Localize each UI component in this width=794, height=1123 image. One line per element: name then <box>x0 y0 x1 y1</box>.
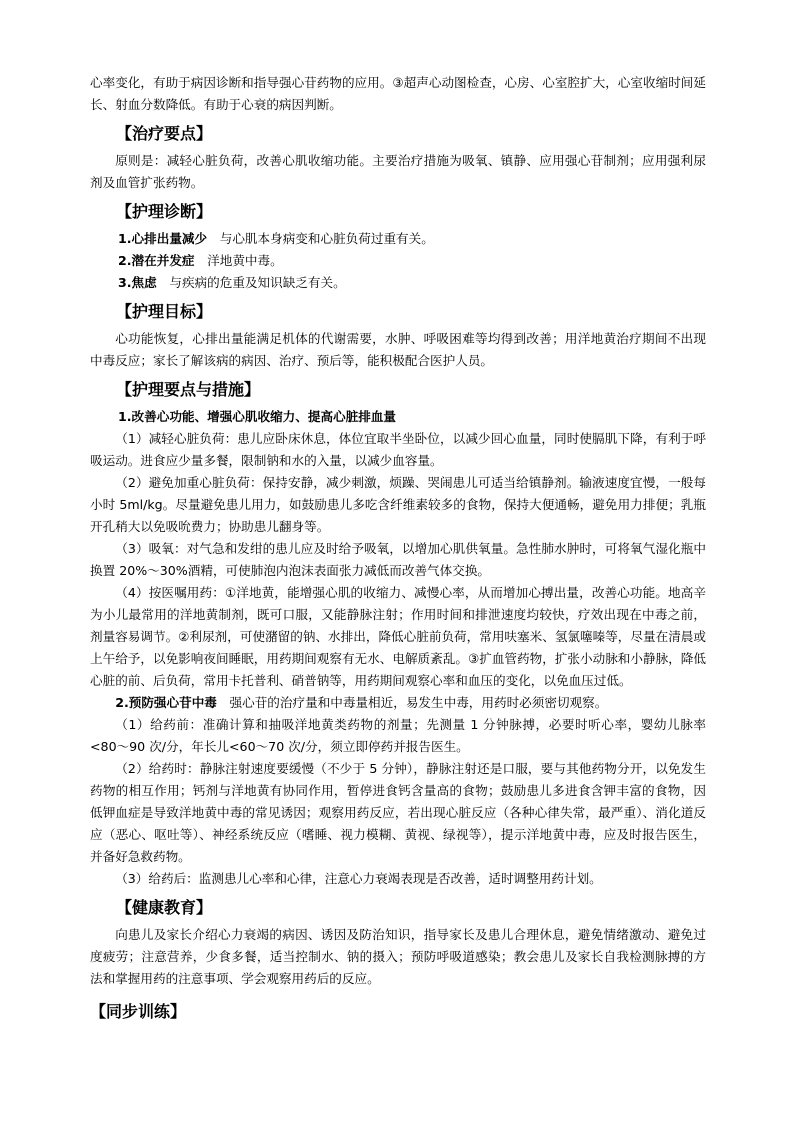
measure-paragraph: （1）减轻心脏负荷：患儿应卧床休息，体位宜取半坐卧位，以减少回心血量，同时使膈肌下降，有利于呼吸运动。进食应少量多餐，限制钠和水的入量，以减少血容量。 <box>90 431 706 468</box>
measure-paragraph: （1）给药前：准确计算和抽吸洋地黄类药物的剂量；先测量 1 分钟脉搏，必要时听心率，婴幼儿脉率<80～90 次/分，年长儿<60～70 次/分，须立即停药并报告医生。 <box>90 717 706 754</box>
heading-goals: 【护理目标】 <box>116 302 213 321</box>
diagnosis-text: 洋地黄中毒。 <box>194 253 283 268</box>
diagnosis-term: 2.潜在并发症 <box>118 253 195 268</box>
intro-paragraph: 心率变化，有助于病因诊断和指导强心苷药物的应用。③超声心动图检查，心房、心室腔扩大，心室收缩时间延长、射血分数降低。有助于心衰的病因判断。 <box>90 75 706 112</box>
measure-paragraph: （2）给药时：静脉注射速度要缓慢（不少于 5 分钟），静脉注射还是口服，要与其他药物分开，以免发生药物的相互作用；钙剂与洋地黄有协同作用，暂停进食钙含量高的食物；鼓励患儿多进食含钾丰富的食物，因低钾血症是导致洋地黄中毒的常见诱因；观察用药反应，若出现心脏反应（各种心律失常，最严重）、消化道反应（恶心、呕吐等）、神经系统反应（嗜睡、视力模糊、黄视、绿视等），提示洋地黄中毒，应及时报告医生，并备好急救药物。 <box>90 761 706 864</box>
diagnosis-item <box>90 250 706 272</box>
measures-subtitle-1-text: 1.改善心功能、增强心肌收缩力、提高心脏排血量 <box>118 409 397 424</box>
diagnosis-term: 3.焦虑 <box>118 275 157 290</box>
measure-paragraph: （3）吸氧：对气急和发绀的患儿应及时给予吸氧，以增加心肌供氧量。急性肺水肿时，可将氧气湿化瓶中换置 20%～30%酒精，可使肺泡内泡沫表面张力减低而改善气体交换。 <box>90 541 706 578</box>
heading-diagnosis: 【护理诊断】 <box>116 202 213 221</box>
diagnosis-term: 1.心排出量减少 <box>118 231 208 246</box>
measures-subtitle-2-text: 2.预防强心苷中毒 <box>115 695 217 710</box>
measures-subtitle-2 <box>90 692 706 714</box>
diagnosis-item <box>90 228 706 250</box>
heading-practice: 【同步训练】 <box>90 1002 187 1021</box>
measures-subtitle-1 <box>90 406 706 428</box>
heading-treatment: 【治疗要点】 <box>116 124 213 143</box>
health-education-paragraph: 向患儿及家长介绍心力衰竭的病因、诱因及防治知识，指导家长及患儿合理休息，避免情绪激动、避免过度疲劳；注意营养，少食多餐，适当控制水、钠的摄入；预防呼吸道感染；教会患儿及家长自我检测脉搏的方法和掌握用药的注意事项、学会观察用药后的反应。 <box>90 927 706 986</box>
measure-paragraph: （4）按医嘱用药：①洋地黄，能增强心肌的收缩力、减慢心率，从而增加心搏出量，改善心功能。地高辛为小儿最常用的洋地黄制剂，既可口服，又能静脉注射；作用时间和排泄速度均较快，疗效出现在中毒之前，剂量容易调节。②利尿剂，可使潴留的钠、水排出，降低心脏前负荷，常用呋塞米、氢氯噻嗪等，尽量在清晨或上午给予，以免影响夜间睡眠，用药期间观察有无水、电解质紊乱。③扩血管药物，扩张小动脉和小静脉，降低心脏的前、后负荷，常用卡托普利、硝普钠等，用药期间观察心率和血压的变化，以免血压过低。 <box>90 585 706 688</box>
diagnosis-text: 与心肌本身病变和心脏负荷过重有关。 <box>207 231 434 246</box>
measure-paragraph: （2）避免加重心脏负荷：保持安静，减少刺激，烦躁、哭闹患儿可适当给镇静剂。输液速度宜慢，一般每小时 5ml/kg。尽量避免患儿用力，如鼓励患儿多吃含纤维素较多的食物，保持大便通畅，避免用力排便；乳瓶开孔稍大以免吸吮费力；协助患儿翻身等。 <box>90 475 706 534</box>
goals-paragraph: 心功能恢复，心排出量能满足机体的代谢需要，水肿、呼吸困难等均得到改善；用洋地黄治疗期间不出现中毒反应；家长了解该病的病因、治疗、预后等，能积极配合医护人员。 <box>90 331 706 368</box>
heading-health-education: 【健康教育】 <box>116 898 213 917</box>
treatment-paragraph: 原则是：减轻心脏负荷，改善心肌收缩功能。主要治疗措施为吸氧、镇静、应用强心苷制剂；应用强利尿剂及血管扩张药物。 <box>90 153 706 190</box>
diagnosis-item <box>90 272 706 294</box>
diagnosis-text: 与疾病的危重及知识缺乏有关。 <box>156 275 346 290</box>
heading-measures: 【护理要点与措施】 <box>116 380 261 399</box>
measure-paragraph: （3）给药后：监测患儿心率和心律，注意心力衰竭表现是否改善，适时调整用药计划。 <box>115 871 602 886</box>
document-page <box>90 70 706 1028</box>
measures-subtitle-2-desc: 强心苷的治疗量和中毒量相近，易发生中毒，用药时必须密切观察。 <box>216 695 608 710</box>
